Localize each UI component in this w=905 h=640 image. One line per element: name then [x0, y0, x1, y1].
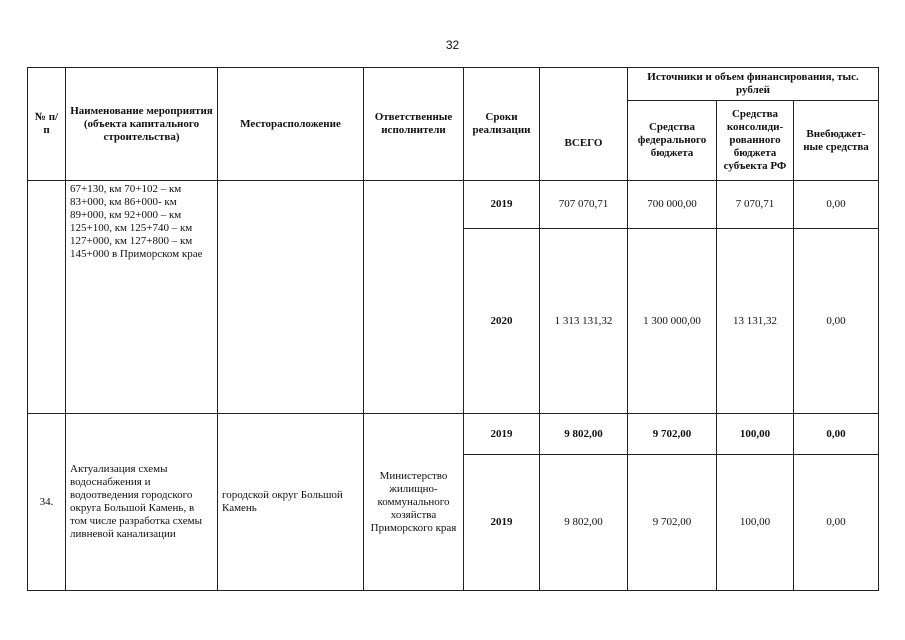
year-cell: 2020 [464, 229, 540, 414]
row-num-cell [28, 181, 66, 414]
col-header-responsible: Ответственные исполнители [364, 68, 464, 181]
financing-table [27, 67, 879, 591]
federal-cell: 9 702,00 [628, 455, 717, 591]
table-row [28, 414, 879, 455]
total-cell: 9 802,00 [540, 414, 628, 455]
col-header-sources: Источники и объем финансирования, тыс. рублей [628, 68, 879, 101]
col-header-num: № п/п [28, 68, 66, 181]
consolidated-cell: 7 070,71 [717, 181, 794, 229]
row-name-cell: 67+130, км 70+102 – км 83+000, км 86+000- км 89+000, км 92+000 – км 125+100, км 125+740 – км 127+000, км 127+800 – км 145+000 в Приморском крае [66, 181, 218, 414]
col-header-consolidated: Средства консолиди-рованного бюджета субъекта РФ [717, 101, 794, 181]
federal-cell: 700 000,00 [628, 181, 717, 229]
extra-cell: 0,00 [794, 181, 879, 229]
col-header-terms: Сроки реализации [464, 68, 540, 181]
table-row [28, 181, 879, 229]
col-header-location: Месторасположение [218, 68, 364, 181]
header-row-top [28, 68, 879, 101]
row-name-cell: Актуализация схемы водоснабжения и водоотведения городского округа Большой Камень, в том числе разработка схемы ливневой канализации [66, 414, 218, 591]
row-num-cell: 34. [28, 414, 66, 591]
year-cell: 2019 [464, 414, 540, 455]
consolidated-cell: 100,00 [717, 414, 794, 455]
federal-cell: 1 300 000,00 [628, 229, 717, 414]
extra-cell: 0,00 [794, 229, 879, 414]
consolidated-cell: 13 131,32 [717, 229, 794, 414]
total-cell: 1 313 131,32 [540, 229, 628, 414]
col-header-extra: Внебюджет-ные средства [794, 101, 879, 181]
row-responsible-cell: Министерство жилищно-коммунального хозяйства Приморского края [364, 414, 464, 591]
total-cell: 707 070,71 [540, 181, 628, 229]
col-header-federal: Средства федерального бюджета [628, 101, 717, 181]
row-location-cell [218, 181, 364, 414]
page-number: 32 [445, 38, 460, 52]
col-header-total: ВСЕГО [540, 68, 628, 181]
row-responsible-cell [364, 181, 464, 414]
year-cell: 2019 [464, 181, 540, 229]
total-cell: 9 802,00 [540, 455, 628, 591]
extra-cell: 0,00 [794, 414, 879, 455]
col-header-name: Наименование мероприятия (объекта капитального строительства) [66, 68, 218, 181]
federal-cell: 9 702,00 [628, 414, 717, 455]
consolidated-cell: 100,00 [717, 455, 794, 591]
extra-cell: 0,00 [794, 455, 879, 591]
row-location-cell: городской округ Большой Камень [218, 414, 364, 591]
year-cell: 2019 [464, 455, 540, 591]
